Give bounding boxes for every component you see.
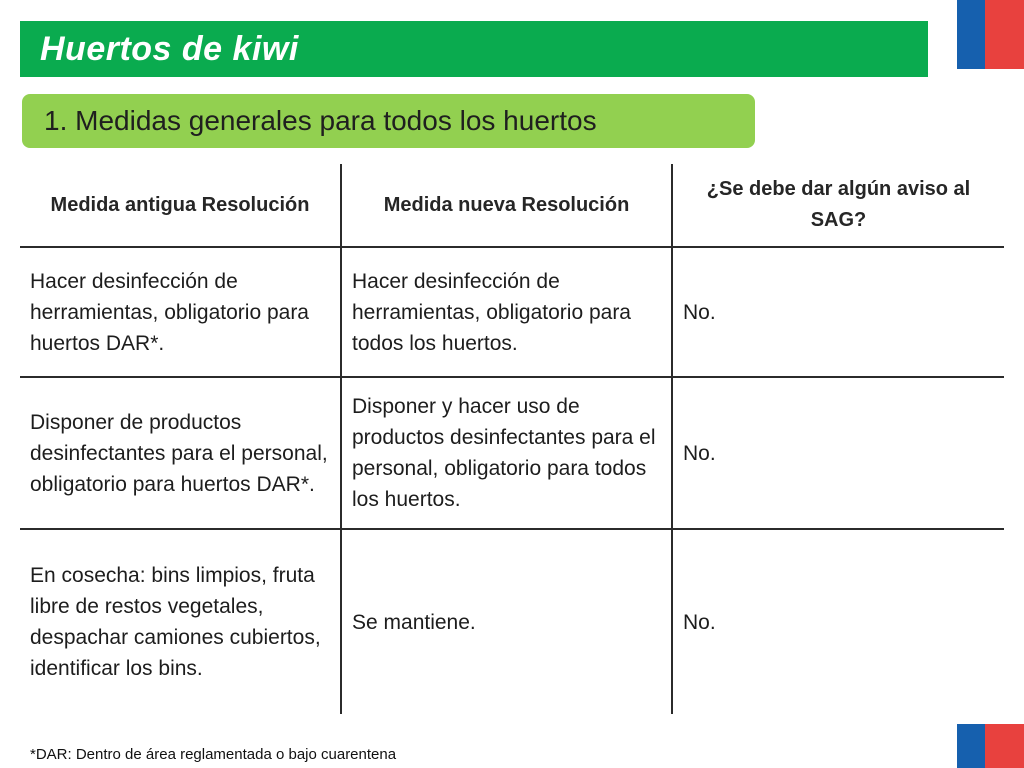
slide-subtitle: 1. Medidas generales para todos los huertos — [44, 105, 597, 136]
cell-sag-notice: No. — [672, 377, 1004, 529]
header-old-measure: Medida antigua Resolución — [20, 164, 341, 247]
cell-old-measure: En cosecha: bins limpios, fruta libre de restos vegetales, despachar camiones cubiertos, identificar los bins. — [20, 529, 341, 714]
header-new-measure: Medida nueva Resolución — [341, 164, 672, 247]
slide-title: Huertos de kiwi — [40, 29, 299, 68]
table-row — [20, 377, 1004, 529]
measures-table — [20, 164, 1004, 714]
flag-decoration-top — [957, 0, 1024, 69]
flag-red-stripe — [985, 0, 1024, 69]
cell-new-measure: Disponer y hacer uso de productos desinfectantes para el personal, obligatorio para todos los huertos. — [341, 377, 672, 529]
flag-blue-stripe — [957, 0, 985, 69]
flag-red-stripe — [985, 724, 1024, 768]
cell-old-measure: Disponer de productos desinfectantes para el personal, obligatorio para huertos DAR*. — [20, 377, 341, 529]
cell-new-measure: Se mantiene. — [341, 529, 672, 714]
flag-blue-stripe — [957, 724, 985, 768]
table-header-row — [20, 164, 1004, 247]
cell-sag-notice: No. — [672, 247, 1004, 377]
footnote: *DAR: Dentro de área reglamentada o bajo cuarentena — [30, 746, 397, 763]
table-row — [20, 529, 1004, 714]
subtitle-bar — [22, 94, 755, 148]
table-row — [20, 247, 1004, 377]
header-sag-notice: ¿Se debe dar algún aviso al SAG? — [672, 164, 1004, 247]
cell-new-measure: Hacer desinfección de herramientas, obligatorio para todos los huertos. — [341, 247, 672, 377]
cell-old-measure: Hacer desinfección de herramientas, obligatorio para huertos DAR*. — [20, 247, 341, 377]
cell-sag-notice: No. — [683, 610, 716, 634]
title-bar — [20, 21, 928, 77]
flag-decoration-bottom — [957, 724, 1024, 768]
